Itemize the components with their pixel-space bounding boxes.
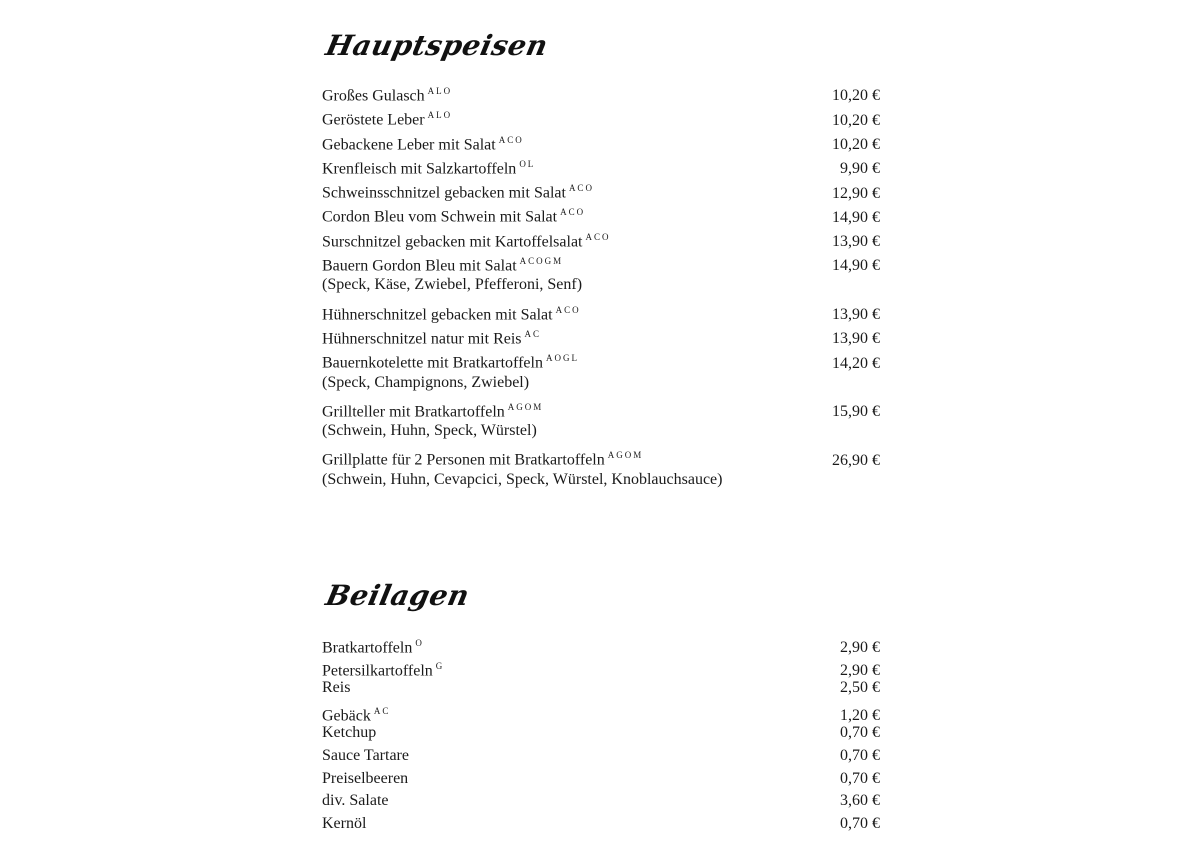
item-price: 13,90 € <box>832 233 880 251</box>
allergen-codes: AOGL <box>545 353 579 364</box>
item-name-text: Grillplatte für 2 Personen mit Bratkartoffeln <box>322 451 605 469</box>
item-name-text: Reis <box>322 679 351 697</box>
item-name-text: Cordon Bleu vom Schwein mit Salat <box>322 208 558 226</box>
item-name-text: Bauernkotelette mit Bratkartoffeln <box>322 354 543 372</box>
side-row <box>322 632 880 655</box>
item-name-text: (Speck, Käse, Zwiebel, Pfefferoni, Senf) <box>322 276 583 294</box>
item-name <box>322 745 409 768</box>
item-price: 1,20 € <box>840 707 880 725</box>
sides-list <box>322 632 880 835</box>
side-row <box>322 745 880 768</box>
allergen-codes: AGOM <box>507 401 544 412</box>
menu-row <box>322 468 880 492</box>
menu-row <box>322 176 880 200</box>
menu-row <box>322 395 880 419</box>
item-name <box>322 677 350 700</box>
side-row <box>322 768 880 791</box>
item-name-text: Surschnitzel gebacken mit Kartoffelsalat <box>322 233 583 251</box>
menu-row <box>322 79 880 103</box>
allergen-codes: OL <box>519 158 536 169</box>
allergen-codes: ACO <box>498 134 524 145</box>
item-name-text: div. Salate <box>322 792 389 810</box>
item-name-text: Schweinsschnitzel gebacken mit Salat <box>322 184 566 202</box>
item-name <box>322 419 537 443</box>
allergen-codes: ACO <box>560 207 586 218</box>
item-name-text: Ketchup <box>322 724 377 742</box>
item-name <box>322 790 389 813</box>
item-name-text: Bratkartoffeln <box>322 639 413 657</box>
item-name-text: Krenfleisch mit Salzkartoffeln <box>322 160 517 178</box>
item-name <box>322 468 722 492</box>
item-price: 13,90 € <box>832 306 880 323</box>
menu-row <box>322 225 880 249</box>
menu-row <box>322 443 880 467</box>
item-price: 0,70 € <box>840 769 880 787</box>
allergen-codes: AGOM <box>607 450 644 461</box>
allergen-codes: AC <box>373 705 391 716</box>
item-name-text: Petersilkartoffeln <box>322 661 433 679</box>
side-row <box>322 722 880 745</box>
item-name-text: (Schwein, Huhn, Cevapcici, Speck, Würstel, Knoblauchsauce) <box>322 470 723 488</box>
allergen-codes: ACO <box>568 183 594 194</box>
menu-row <box>322 103 880 127</box>
item-name-text: Gebackene Leber mit Salat <box>322 135 496 153</box>
item-price: 10,20 € <box>832 87 880 105</box>
item-name-text: Bauern Gordon Bleu mit Salat <box>322 257 517 275</box>
allergen-codes: AC <box>524 328 542 339</box>
item-name-text: Grillteller mit Bratkartoffeln <box>322 403 505 421</box>
item-name <box>322 768 408 791</box>
allergen-codes: ACO <box>585 231 611 242</box>
item-price: 0,70 € <box>840 746 880 764</box>
item-name-text: Preiselbeeren <box>322 769 409 787</box>
item-name-text: Sauce Tartare <box>322 746 409 764</box>
item-price: 15,90 € <box>832 403 880 421</box>
item-price: 13,90 € <box>832 330 880 348</box>
item-name-text: Geröstete Leber <box>322 111 425 129</box>
item-price: 10,20 € <box>832 111 880 129</box>
item-name-text: Kernöl <box>322 814 367 832</box>
item-price: 10,20 € <box>832 135 880 153</box>
item-price: 14,20 € <box>832 354 880 372</box>
item-price: 26,90 € <box>832 451 880 469</box>
allergen-codes: ALO <box>427 86 453 96</box>
allergen-codes: O <box>415 638 424 648</box>
main-dishes-list <box>322 79 880 492</box>
item-name-text: Großes Gulasch <box>322 87 425 105</box>
item-name-text: Hühnerschnitzel gebacken mit Salat <box>322 306 553 323</box>
item-price: 2,50 € <box>840 679 880 697</box>
allergen-codes: ACO <box>555 304 581 315</box>
item-name <box>322 371 529 395</box>
section-title-main-dishes: Hauptspeisen <box>322 29 552 62</box>
menu-row <box>322 152 880 176</box>
item-name <box>322 273 582 297</box>
side-row <box>322 813 880 836</box>
item-name-text: (Schwein, Huhn, Speck, Würstel) <box>322 422 537 440</box>
item-price: 3,60 € <box>840 792 880 810</box>
menu-row <box>322 128 880 152</box>
item-name-text: (Speck, Champignons, Zwiebel) <box>322 373 530 391</box>
item-price: 9,90 € <box>840 160 880 178</box>
menu-row <box>322 200 880 224</box>
side-row <box>322 655 880 678</box>
item-price: 14,90 € <box>832 208 880 226</box>
item-name-text: Gebäck <box>322 707 371 725</box>
item-price: 2,90 € <box>840 639 880 657</box>
item-price: 0,70 € <box>840 724 880 742</box>
allergen-codes: G <box>435 660 445 671</box>
menu-row <box>322 298 880 322</box>
menu-row <box>322 322 880 346</box>
item-name-text: Hühnerschnitzel natur mit Reis <box>322 330 522 348</box>
menu-row <box>322 273 880 297</box>
allergen-codes: ACOGM <box>519 256 564 267</box>
side-row <box>322 700 880 723</box>
menu-row <box>322 419 880 443</box>
section-title-sides: Beilagen <box>322 579 473 612</box>
item-name <box>322 813 366 836</box>
side-row <box>322 790 880 813</box>
item-price: 12,90 € <box>832 184 880 202</box>
menu-row <box>322 371 880 395</box>
allergen-codes: ALO <box>427 110 453 121</box>
item-name <box>322 722 376 745</box>
menu-row <box>322 346 880 370</box>
item-price: 14,90 € <box>832 257 880 275</box>
item-price: 2,90 € <box>840 661 880 679</box>
item-price: 0,70 € <box>840 814 880 832</box>
